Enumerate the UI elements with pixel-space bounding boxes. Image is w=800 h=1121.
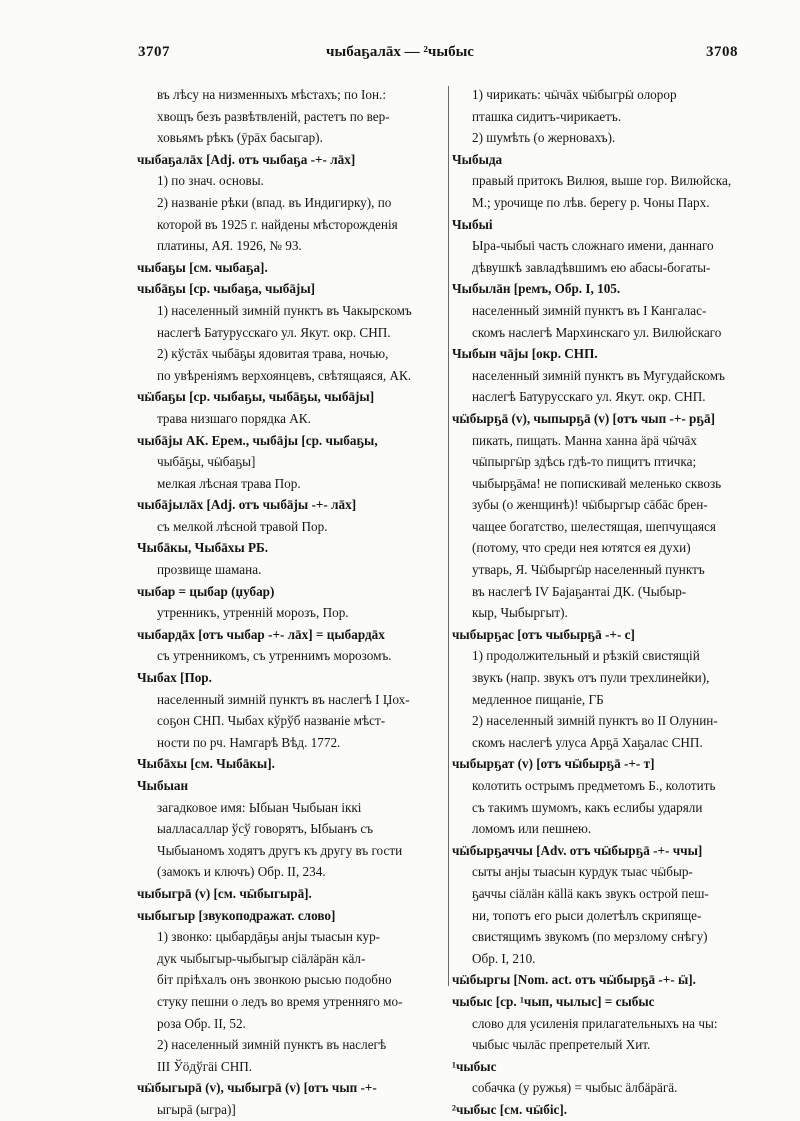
entry-headword-line: Чыбах [Пор. [137,670,212,686]
page-number-left: 3707 [138,44,170,60]
column-divider [448,86,449,986]
entry-text-line: дук чыбыгыр-чыбыгыр сіäлäрäн кäл- [157,950,366,966]
entry-text-line: чащее богатство, шелестящая, шепчущаяся [472,518,716,534]
entry-headword-line: Чыбыан [137,778,189,793]
entry-headword-line: чыбыгыр [звукоподражат. слово] [137,907,336,923]
entry-text-line: хвощъ безъ развѣтвленій, растетъ по вер- [157,108,390,124]
entry-text-line: пикать, пищать. Манна ханна äрä чӹчāх [472,432,697,448]
entry-text-line: стуку пешни о ледъ во время утренняго мо- [157,993,403,1009]
entry-text-line: пташка сидитъ-чирикаетъ. [472,108,622,124]
entry-headword-line: ¹чыбыс [452,1058,497,1074]
entry-text-line: наслегѣ Батурусскаго ул. Якут. окр. СНП. [157,324,391,340]
entry-text-line: ломомъ или пешнею. [472,821,592,837]
entry-text-line: ыалласаллар ўсў говорятъ, Ыбыанъ съ [157,821,374,837]
entry-headword-line: чыбāјылāх [Adj. отъ чыбāјы -+- лāх] [137,497,357,513]
entry-text-line: утварь, Я. Чӹбыргӹр населенный пунктъ [472,562,705,578]
entry-headword-line: чыбырҕат (v) [отъ чӹбырҕā -+- т] [452,756,655,772]
entry-text-line: 1) по знач. основы. [157,173,264,189]
entry-headword-line: чыбаҕалāх [Adj. отъ чыбаҕа -+- лāх] [137,151,356,167]
entry-text-line: (потому, что среди нея ютятся ея духи) [472,540,691,556]
entry-headword-line: Чыбāкы, Чыбāхы РБ. [137,540,269,556]
entry-text-line: біт пріѣхалъ онъ звонкою рысью подобно [157,972,392,988]
entry-headword-line: Чыбын чāјы [окр. СНП. [452,346,598,362]
entry-text-line: роза Обр. II, 52. [157,1015,246,1031]
entry-text-line: ни, топотъ его рыси долетѣлъ скрипяще- [472,907,702,923]
entry-text-line: М.; урочище по лѣв. берегу р. Чоны Парх. [472,194,710,210]
entry-text-line: загадковое имя: Ыбыан Чыбыан іккі [157,799,362,815]
entry-text-line: чыбырҕāма! не попискивай меленько сквозь [472,475,722,491]
entry-text-line: ховьямъ рѣкъ (ӯрāх басыгар). [157,130,323,146]
entry-text-line: III Ўöдўгäі СНП. [157,1058,253,1074]
entry-text-line: сыты анјы тыасын курдук тыас чӹбыр- [472,864,693,880]
entry-headword-line: Чыбыі [452,216,493,232]
entry-headword-line: чӹбыгырā (v), чыбыгрā (v) [отъ чып -+- [137,1080,377,1096]
entry-text-line: мелкая лѣсная трава Пор. [157,475,301,491]
entry-text-line: утренникъ, утренній морозъ, Пор. [157,605,349,621]
entry-text-line: 2) названіе рѣки (впад. въ Индигирку), по [157,194,392,210]
entry-text-line: правый притокъ Вилюя, выше гор. Вилюйска, [472,173,732,189]
entry-text-line: ыгырā (ыгра)] [157,1101,236,1117]
entry-headword-line: чыбāјы АК. Ерем., чыбāјы [ср. чыбаҕы, [137,432,378,448]
entry-text-line: 1) звонко: цыбардāҕы анјы тыасын кур- [157,929,381,945]
entry-headword-line: ²чыбыс [см. чӹбіс]. [452,1101,568,1117]
entry-text-line: свистящимъ звукомъ (по мерзлому снѣгу) [472,929,708,945]
entry-text-line: 1) чирикать: чӹчāх чӹбыгрӹ олорор [472,87,677,102]
entry-headword-line: чӹбаҕы [ср. чыбаҕы, чыбāҕы, чыбāјы] [137,389,375,405]
entry-text-line: звукъ (напр. звукъ отъ пули трехлинейки), [472,670,710,686]
running-title: чыбаҕалāх — ²чыбыс [326,44,474,60]
entry-headword-line: чыбырҕас [отъ чыбырҕā -+- с] [452,626,635,642]
entry-text-line: дѣвушкѣ завладѣвшимъ ею абасы-богаты- [472,259,711,275]
entry-text-line: 2) шумѣть (о жерновахъ). [472,130,616,146]
entry-text-line: платины, АЯ. 1926, № 93. [157,238,302,254]
entry-text-line: Чыбыаномъ ходятъ другъ къ другу въ гости [157,842,403,858]
entry-text-line: трава низшаго порядка АК. [157,410,311,426]
entry-headword-line: Чыбāхы [см. Чыбāкы]. [137,756,275,772]
page-number-right: 3708 [706,44,738,60]
right-column [452,84,752,1121]
entry-headword-line: чыбардāх [отъ чыбар -+- лāх] = цыбардāх [137,626,385,642]
entry-text-line: 2) населенный зимній пунктъ въ наслегѣ [157,1037,387,1053]
entry-text-line: (замокъ и ключъ) Обр. II, 234. [157,864,326,880]
entry-headword-line: чыбāҕы [ср. чыбаҕа, чыбāјы] [137,281,316,297]
entry-headword-line: Чыбылāн [ремъ, Обр. I, 105. [452,281,621,297]
entry-text-line: съ мелкой лѣсной травой Пор. [157,518,328,534]
entry-text-line: чӹпыргӹр здѣсь гдѣ-то пищитъ птичка; [472,454,697,470]
entry-text-line: кыр, Чыбыргыт). [472,605,568,621]
entry-text-line: собачка (у ружья) = чыбыс äлбäрäгä. [472,1080,678,1096]
entry-text-line: наслегѣ Батурусскаго ул. Якут. окр. СНП. [472,389,706,405]
entry-text-line: которой въ 1925 г. найдены мѣсторожденія [157,216,398,232]
entry-headword-line: чыбыс [ср. ¹чып, чылыс] = сыбыс [452,993,655,1009]
entry-text-line: по увѣреніямъ верхоянцевъ, свѣтящаяся, АК. [157,367,412,383]
entry-text-line: 2) населенный зимній пунктъ во II Олунин- [472,713,718,729]
entry-headword-line: чӹбырҕā (v), чыпырҕā (v) [отъ чып -+- рҕā] [452,410,715,426]
entry-text-line: съ утренникомъ, съ утреннимъ морозомъ. [157,648,392,664]
entry-text-line: колотить острымъ предметомъ Б., колотить [472,778,716,793]
entry-text-line: ности по рч. Намгарѣ Вѣд. 1772. [157,734,341,750]
entry-text-line: чыбыс чылāс препретелый Хит. [472,1037,651,1053]
entry-text-line: 2) кўстāх чыбāҕы ядовитая трава, ночью, [157,346,389,362]
entry-text-line: скомъ наслегѣ улуса Арҕā Хаҕалас СНП. [472,734,703,750]
entry-text-line: чыбāҕы, чӹбаҕы] [157,454,256,470]
entry-text-line: населенный зимній пунктъ въ I Кангалас- [472,302,707,318]
entry-text-line: въ лѣсу на низменныхъ мѣстахъ; по Іон.: [157,87,387,102]
entry-text-line: прозвище шамана. [157,562,262,578]
entry-text-line: зубы (о женщинѣ)! чӹбыргыр сāбāс брен- [472,497,708,513]
entry-text-line: въ наслегѣ IV Бајаҕантаі ДК. (Чыбыр- [472,583,687,599]
entry-text-line: съ такимъ шумомъ, какъ еслибы ударяли [472,799,703,815]
entry-text-line: Обр. I, 210. [472,950,536,966]
entry-text-line: 1) населенный зимній пунктъ въ Чакырскомъ [157,302,412,318]
entry-text-line: скомъ наслегѣ Мархинскаго ул. Вилюйскаго [472,324,722,340]
entry-text-line: соҕон СНП. Чыбах кўрўб названіе мѣст- [157,713,386,729]
entry-text-line: населенный зимній пунктъ въ наслегѣ I Џох- [157,691,410,707]
entry-headword-line: чӹбырҕаччы [Adv. отъ чӹбырҕā -+- ччы] [452,842,703,858]
entry-headword-line: чыбар = цыбар (џубар) [137,583,275,599]
entry-headword-line: чыбыгрā (v) [см. чӹбыгырā]. [137,885,312,901]
left-column [137,84,447,1121]
entry-text-line: ҕаччы сіäлäн кällä какъ звукъ острой пеш- [472,885,709,901]
entry-text-line: слово для усиленія прилагательныхъ на чы: [472,1015,718,1031]
entry-headword-line: Чыбыда [452,151,503,167]
entry-text-line: Ыра-чыбыі часть сложнаго имени, даннаго [472,238,714,254]
entry-text-line: медленное пищаніе, ГБ [472,691,604,707]
page-header [0,0,800,80]
entry-headword-line: чӹбыргы [Nom. act. отъ чӹбырҕā -+- ӹ]. [452,972,696,988]
entry-text-line: 1) продолжительный и рѣзкій свистящій [472,648,700,664]
entry-headword-line: чыбаҕы [см. чыбаҕа]. [137,259,268,275]
entry-text-line: населенный зимній пунктъ въ Мугудайскомъ [472,367,725,383]
